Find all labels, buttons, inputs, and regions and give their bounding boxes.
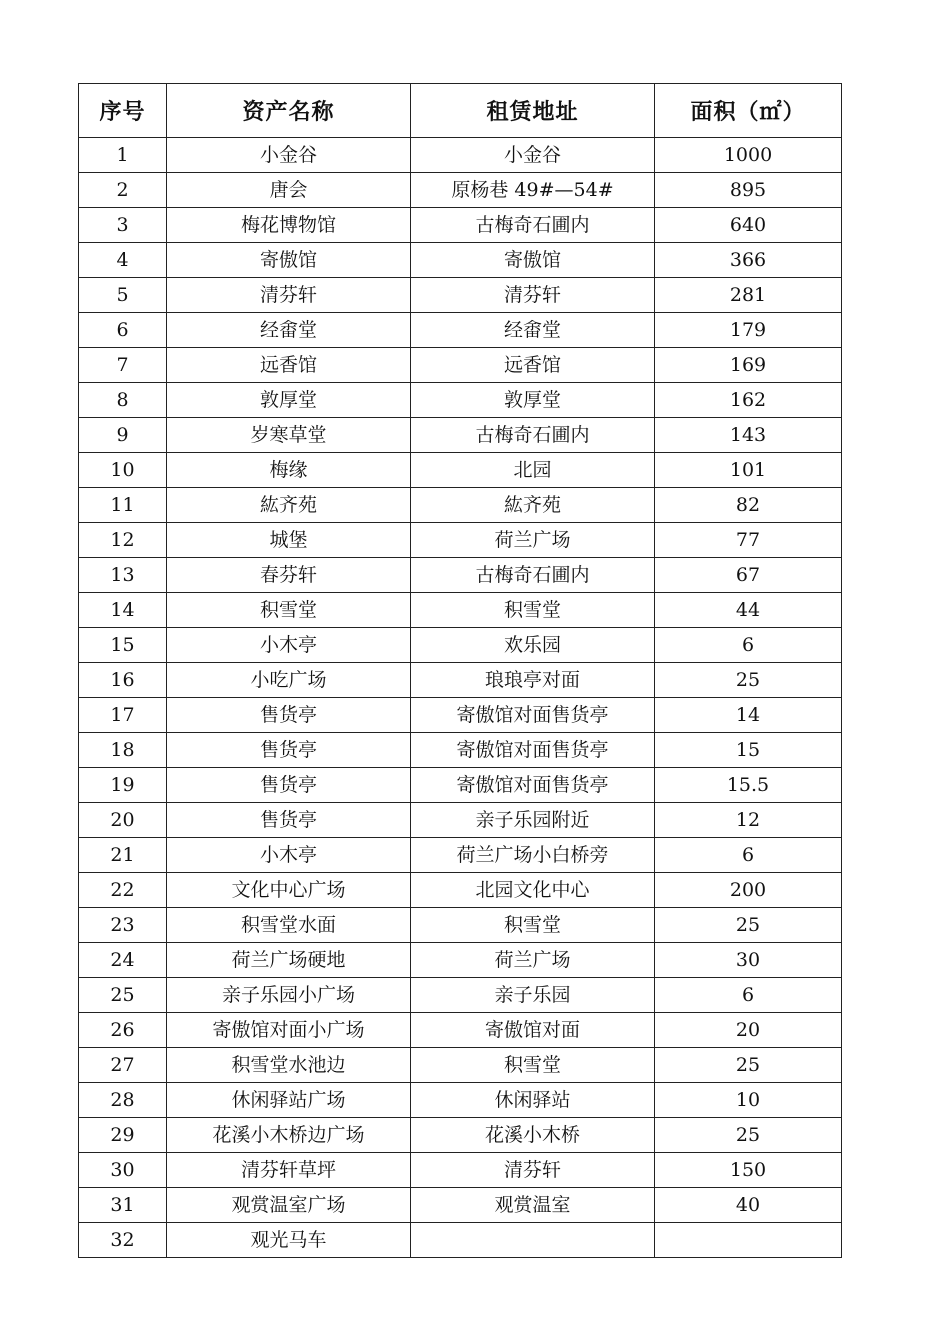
cell-serial-number: 21 — [79, 838, 167, 873]
cell-lease-address: 荷兰广场 — [411, 523, 655, 558]
table-row — [79, 1223, 842, 1258]
table-row — [79, 803, 842, 838]
cell-area: 15 — [655, 733, 842, 768]
table-row — [79, 978, 842, 1013]
cell-asset-name: 观赏温室广场 — [167, 1188, 411, 1223]
cell-area: 200 — [655, 873, 842, 908]
cell-serial-number: 25 — [79, 978, 167, 1013]
cell-serial-number: 4 — [79, 243, 167, 278]
cell-lease-address: 观赏温室 — [411, 1188, 655, 1223]
table-row — [79, 138, 842, 173]
cell-lease-address: 敦厚堂 — [411, 383, 655, 418]
cell-area: 1000 — [655, 138, 842, 173]
cell-area: 179 — [655, 313, 842, 348]
cell-lease-address: 原杨巷 49#—54# — [411, 173, 655, 208]
asset-lease-table — [78, 83, 842, 1258]
cell-lease-address: 小金谷 — [411, 138, 655, 173]
table-row — [79, 243, 842, 278]
cell-area: 77 — [655, 523, 842, 558]
cell-asset-name: 城堡 — [167, 523, 411, 558]
cell-serial-number: 22 — [79, 873, 167, 908]
table-row — [79, 908, 842, 943]
cell-serial-number: 17 — [79, 698, 167, 733]
cell-area: 15.5 — [655, 768, 842, 803]
table-row — [79, 628, 842, 663]
table-row — [79, 663, 842, 698]
cell-lease-address: 休闲驿站 — [411, 1083, 655, 1118]
table-row — [79, 348, 842, 383]
cell-asset-name: 文化中心广场 — [167, 873, 411, 908]
table-row — [79, 523, 842, 558]
cell-area: 169 — [655, 348, 842, 383]
cell-area: 162 — [655, 383, 842, 418]
table-row — [79, 173, 842, 208]
cell-serial-number: 28 — [79, 1083, 167, 1118]
cell-asset-name: 售货亭 — [167, 768, 411, 803]
table-row — [79, 593, 842, 628]
asset-lease-table-container — [78, 83, 841, 1258]
cell-asset-name: 积雪堂 — [167, 593, 411, 628]
cell-area: 25 — [655, 663, 842, 698]
cell-asset-name: 售货亭 — [167, 698, 411, 733]
cell-lease-address: 清芬轩 — [411, 278, 655, 313]
cell-asset-name: 小木亭 — [167, 838, 411, 873]
cell-asset-name: 花溪小木桥边广场 — [167, 1118, 411, 1153]
cell-lease-address: 寄傲馆对面售货亭 — [411, 698, 655, 733]
cell-lease-address: 积雪堂 — [411, 593, 655, 628]
cell-asset-name: 紘齐苑 — [167, 488, 411, 523]
table-row — [79, 278, 842, 313]
cell-serial-number: 11 — [79, 488, 167, 523]
header-lease-address: 租赁地址 — [411, 84, 655, 138]
cell-lease-address: 古梅奇石圃内 — [411, 558, 655, 593]
cell-serial-number: 6 — [79, 313, 167, 348]
cell-area: 20 — [655, 1013, 842, 1048]
cell-lease-address: 积雪堂 — [411, 908, 655, 943]
cell-lease-address: 紘齐苑 — [411, 488, 655, 523]
cell-lease-address: 寄傲馆对面售货亭 — [411, 768, 655, 803]
table-row — [79, 313, 842, 348]
cell-serial-number: 7 — [79, 348, 167, 383]
cell-serial-number: 3 — [79, 208, 167, 243]
table-row — [79, 558, 842, 593]
cell-serial-number: 20 — [79, 803, 167, 838]
cell-asset-name: 售货亭 — [167, 733, 411, 768]
cell-serial-number: 16 — [79, 663, 167, 698]
cell-area: 30 — [655, 943, 842, 978]
cell-asset-name: 梅缘 — [167, 453, 411, 488]
cell-lease-address: 花溪小木桥 — [411, 1118, 655, 1153]
cell-asset-name: 岁寒草堂 — [167, 418, 411, 453]
cell-area: 40 — [655, 1188, 842, 1223]
header-serial-number: 序号 — [79, 84, 167, 138]
table-row — [79, 1118, 842, 1153]
cell-serial-number: 27 — [79, 1048, 167, 1083]
cell-asset-name: 小木亭 — [167, 628, 411, 663]
cell-serial-number: 19 — [79, 768, 167, 803]
cell-serial-number: 30 — [79, 1153, 167, 1188]
cell-lease-address — [411, 1223, 655, 1258]
cell-asset-name: 小金谷 — [167, 138, 411, 173]
table-row — [79, 418, 842, 453]
table-row — [79, 768, 842, 803]
cell-asset-name: 梅花博物馆 — [167, 208, 411, 243]
cell-serial-number: 13 — [79, 558, 167, 593]
cell-serial-number: 24 — [79, 943, 167, 978]
cell-area: 150 — [655, 1153, 842, 1188]
table-row — [79, 1013, 842, 1048]
cell-lease-address: 北园 — [411, 453, 655, 488]
cell-lease-address: 荷兰广场 — [411, 943, 655, 978]
table-row — [79, 943, 842, 978]
table-row — [79, 838, 842, 873]
cell-area: 895 — [655, 173, 842, 208]
cell-area: 82 — [655, 488, 842, 523]
cell-serial-number: 14 — [79, 593, 167, 628]
table-row — [79, 1083, 842, 1118]
table-row — [79, 208, 842, 243]
cell-asset-name: 小吃广场 — [167, 663, 411, 698]
cell-area: 10 — [655, 1083, 842, 1118]
table-row — [79, 453, 842, 488]
table-row — [79, 488, 842, 523]
cell-serial-number: 9 — [79, 418, 167, 453]
cell-area: 12 — [655, 803, 842, 838]
cell-lease-address: 北园文化中心 — [411, 873, 655, 908]
cell-lease-address: 积雪堂 — [411, 1048, 655, 1083]
cell-serial-number: 32 — [79, 1223, 167, 1258]
cell-asset-name: 远香馆 — [167, 348, 411, 383]
cell-area: 6 — [655, 838, 842, 873]
table-row — [79, 1188, 842, 1223]
cell-area: 101 — [655, 453, 842, 488]
cell-serial-number: 15 — [79, 628, 167, 663]
cell-area: 25 — [655, 908, 842, 943]
cell-asset-name: 荷兰广场硬地 — [167, 943, 411, 978]
table-row — [79, 873, 842, 908]
cell-area: 44 — [655, 593, 842, 628]
cell-serial-number: 12 — [79, 523, 167, 558]
cell-asset-name: 春芬轩 — [167, 558, 411, 593]
cell-area: 25 — [655, 1048, 842, 1083]
cell-serial-number: 23 — [79, 908, 167, 943]
cell-lease-address: 寄傲馆 — [411, 243, 655, 278]
cell-area: 143 — [655, 418, 842, 453]
cell-area — [655, 1223, 842, 1258]
cell-asset-name: 积雪堂水池边 — [167, 1048, 411, 1083]
cell-area: 6 — [655, 628, 842, 663]
cell-lease-address: 亲子乐园附近 — [411, 803, 655, 838]
cell-asset-name: 寄傲馆对面小广场 — [167, 1013, 411, 1048]
cell-lease-address: 寄傲馆对面售货亭 — [411, 733, 655, 768]
cell-serial-number: 29 — [79, 1118, 167, 1153]
cell-area: 14 — [655, 698, 842, 733]
cell-area: 281 — [655, 278, 842, 313]
cell-serial-number: 2 — [79, 173, 167, 208]
cell-asset-name: 积雪堂水面 — [167, 908, 411, 943]
cell-serial-number: 10 — [79, 453, 167, 488]
cell-lease-address: 远香馆 — [411, 348, 655, 383]
cell-lease-address: 荷兰广场小白桥旁 — [411, 838, 655, 873]
cell-asset-name: 唐会 — [167, 173, 411, 208]
table-header-row — [79, 84, 842, 138]
cell-lease-address: 清芬轩 — [411, 1153, 655, 1188]
cell-area: 366 — [655, 243, 842, 278]
cell-asset-name: 清芬轩草坪 — [167, 1153, 411, 1188]
cell-asset-name: 敦厚堂 — [167, 383, 411, 418]
cell-asset-name: 清芬轩 — [167, 278, 411, 313]
table-row — [79, 698, 842, 733]
cell-asset-name: 亲子乐园小广场 — [167, 978, 411, 1013]
cell-lease-address: 亲子乐园 — [411, 978, 655, 1013]
table-row — [79, 1048, 842, 1083]
header-area: 面积（㎡） — [655, 84, 842, 138]
cell-area: 6 — [655, 978, 842, 1013]
cell-asset-name: 经畬堂 — [167, 313, 411, 348]
cell-serial-number: 8 — [79, 383, 167, 418]
cell-lease-address: 琅琅亭对面 — [411, 663, 655, 698]
cell-serial-number: 18 — [79, 733, 167, 768]
cell-lease-address: 经畬堂 — [411, 313, 655, 348]
cell-serial-number: 26 — [79, 1013, 167, 1048]
table-row — [79, 733, 842, 768]
cell-asset-name: 寄傲馆 — [167, 243, 411, 278]
header-asset-name: 资产名称 — [167, 84, 411, 138]
cell-area: 67 — [655, 558, 842, 593]
cell-area: 640 — [655, 208, 842, 243]
cell-asset-name: 休闲驿站广场 — [167, 1083, 411, 1118]
table-row — [79, 1153, 842, 1188]
cell-asset-name: 观光马车 — [167, 1223, 411, 1258]
cell-area: 25 — [655, 1118, 842, 1153]
cell-serial-number: 1 — [79, 138, 167, 173]
table-body — [79, 138, 842, 1258]
cell-lease-address: 古梅奇石圃内 — [411, 418, 655, 453]
cell-serial-number: 5 — [79, 278, 167, 313]
cell-serial-number: 31 — [79, 1188, 167, 1223]
cell-lease-address: 古梅奇石圃内 — [411, 208, 655, 243]
table-row — [79, 383, 842, 418]
cell-lease-address: 寄傲馆对面 — [411, 1013, 655, 1048]
cell-asset-name: 售货亭 — [167, 803, 411, 838]
cell-lease-address: 欢乐园 — [411, 628, 655, 663]
